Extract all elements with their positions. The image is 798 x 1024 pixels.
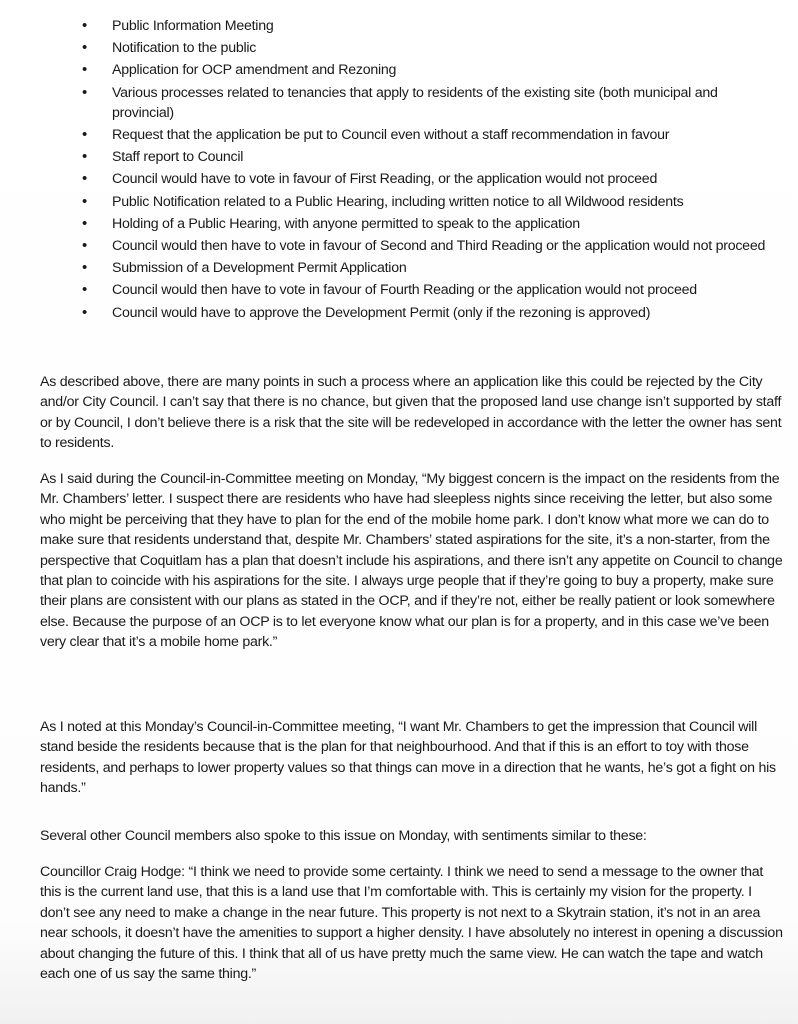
- list-item: • Staff report to Council: [82, 147, 782, 167]
- list-item: • Council would have to vote in favour of First Reading, or the application would not proceed: [82, 169, 782, 189]
- list-item: • Holding of a Public Hearing, with anyone permitted to speak to the application: [82, 214, 782, 234]
- paragraph-risk-assessment: As described above, there are many points in such a process where an application like this could be rejected by the City and/or City Council. I can’t say that there is no chance, but given that the proposed land use change isn’t supported by staff or by Council, I don’t believe there is a risk that the site will be redeveloped in accordance with the letter the owner has sent to residents.: [40, 374, 782, 452]
- paragraph-councillor-hodge-quote: Councillor Craig Hodge: “I think we need to provide some certainty. I think we need to send a message to the owner that this is the current land use, that this is a land use that I’m comfortable with. This is certainly my vision for the property. I don’t see any need to make a change in the near future. This property is not next to a Skytrain station, it’s not in an area near schools, it doesn’t have the amenities to support a higher density. I have absolutely no interest in opening a discussion about changing the future of this. I think that all of us have pretty much the same view. He can watch the tape and watch each one of us say the same thing.”: [40, 864, 783, 983]
- list-item: • Request that the application be put to Council even without a staff recommendation in favour: [82, 125, 782, 145]
- list-item: • Council would then have to vote in favour of Second and Third Reading or the application would not proceed: [82, 236, 782, 256]
- paragraph-other-members-intro: Several other Council members also spoke to this issue on Monday, with sentiments similar to these:: [40, 828, 647, 844]
- list-item: • Council would have to approve the Development Permit (only if the rezoning is approved): [82, 303, 782, 323]
- paragraph-chambers-impression-quote: As I noted at this Monday’s Council-in-Committee meeting, “I want Mr. Chambers to get the impression that Council will stand beside the residents because that is the plan for that neighbourhood. And that if this is an effort to toy with those residents, and perhaps to lower property values so that things can move in a direction that he wants, he’s got a fight on his hands.”: [40, 719, 776, 797]
- list-item: • Public Information Meeting: [82, 16, 782, 36]
- paragraph-council-committee-quote: As I said during the Council-in-Committee meeting on Monday, “My biggest concern is the impact on the residents from the Mr. Chambers’ letter. I suspect there are residents who have had sleepless nights since receiving the letter, but also some who might be perceiving that they have to plan for the end of the mobile home park. I don’t know what more we can do to make sure that residents understand that, despite Mr. Chambers’ stated aspirations for the site, it’s a non-starter, from the perspective that Coquitlam has a plan that doesn’t include his aspirations, and there isn’t any appetite on Council to change that plan to coincide with his aspirations for the site. I always urge people that if they’re going to buy a property, make sure their plans are consistent with our plans as stated in the OCP, and if they’re not, either be really patient or look somewhere else. Because the purpose of an OCP is to let everyone know what our plan is for a property, and in this case we’ve been very clear that it’s a mobile home park.”: [40, 471, 783, 651]
- list-item: • Council would then have to vote in favour of Fourth Reading or the application would not proceed: [82, 280, 782, 300]
- list-item: • Notification to the public: [82, 38, 782, 58]
- list-item: • Application for OCP amendment and Rezoning: [82, 60, 782, 80]
- list-item: • Various processes related to tenancies that apply to residents of the existing site (both municipal and provincial): [82, 83, 782, 123]
- list-item: • Public Notification related to a Public Hearing, including written notice to all Wildwood residents: [82, 192, 782, 212]
- list-item: • Submission of a Development Permit Application: [82, 258, 782, 278]
- process-steps-list: [82, 16, 782, 325]
